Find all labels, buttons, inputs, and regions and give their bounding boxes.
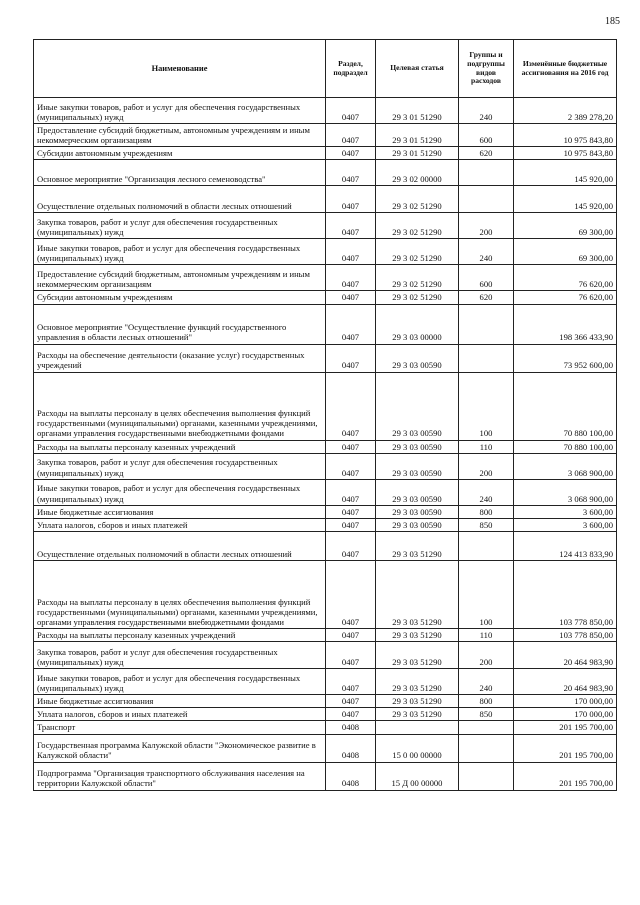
cell-target: 29 3 01 51290 (376, 98, 459, 124)
cell-group (459, 531, 514, 560)
budget-table (33, 39, 617, 791)
cell-amount: 103 778 850,00 (514, 560, 617, 628)
cell-target: 29 3 02 51290 (376, 291, 459, 304)
header-target: Целевая статья (376, 40, 459, 98)
cell-name: Предоставление субсидий бюджетным, автономным учреждениям и иным некоммерческим организациям (34, 124, 326, 147)
cell-group: 620 (459, 147, 514, 160)
cell-target: 29 3 02 51290 (376, 213, 459, 239)
cell-group (459, 304, 514, 344)
cell-group: 800 (459, 505, 514, 518)
header-section: Раздел, подраздел (326, 40, 376, 98)
cell-group: 850 (459, 518, 514, 531)
cell-target: 29 3 03 51290 (376, 628, 459, 641)
cell-target: 29 3 03 00590 (376, 440, 459, 453)
cell-section: 0407 (326, 695, 376, 708)
header-group: Группы и подгруппы видов расходов (459, 40, 514, 98)
cell-group: 100 (459, 560, 514, 628)
cell-amount: 76 620,00 (514, 265, 617, 291)
table-row (34, 721, 617, 734)
cell-name: Основное мероприятие "Организация лесного семеноводства" (34, 160, 326, 186)
cell-name: Расходы на выплаты персоналу казенных учреждений (34, 440, 326, 453)
cell-group: 600 (459, 124, 514, 147)
cell-target: 29 3 03 51290 (376, 708, 459, 721)
cell-name: Иные закупки товаров, работ и услуг для обеспечения государственных (муниципальных) нужд (34, 98, 326, 124)
cell-amount: 201 195 700,00 (514, 721, 617, 734)
cell-group: 200 (459, 642, 514, 669)
table-header-row (34, 40, 617, 98)
cell-target: 29 3 02 51290 (376, 265, 459, 291)
cell-name: Иные закупки товаров, работ и услуг для обеспечения государственных (муниципальных) нужд (34, 669, 326, 695)
cell-target: 29 3 03 51290 (376, 560, 459, 628)
header-name: Наименование (34, 40, 326, 98)
cell-target: 29 3 02 00000 (376, 160, 459, 186)
cell-target: 29 3 03 00000 (376, 304, 459, 344)
cell-amount: 170 000,00 (514, 695, 617, 708)
cell-section: 0407 (326, 147, 376, 160)
cell-amount: 201 195 700,00 (514, 734, 617, 762)
table-row (34, 628, 617, 641)
cell-section: 0407 (326, 505, 376, 518)
cell-target: 29 3 02 51290 (376, 239, 459, 265)
cell-section: 0407 (326, 453, 376, 479)
cell-section: 0407 (326, 98, 376, 124)
cell-amount: 3 600,00 (514, 518, 617, 531)
cell-amount: 103 778 850,00 (514, 628, 617, 641)
cell-group: 200 (459, 453, 514, 479)
cell-name: Расходы на выплаты персоналу в целях обеспечения выполнения функций государственными (муниципальными) органами, казенными учреждениями, органами управления государственными внебюджетными фондами (34, 372, 326, 440)
cell-amount: 73 952 600,00 (514, 344, 617, 372)
cell-section: 0407 (326, 440, 376, 453)
cell-group (459, 762, 514, 790)
cell-target: 29 3 02 51290 (376, 186, 459, 213)
cell-amount: 3 068 900,00 (514, 479, 617, 505)
cell-target: 29 3 01 51290 (376, 124, 459, 147)
cell-group (459, 186, 514, 213)
cell-section: 0407 (326, 213, 376, 239)
cell-name: Уплата налогов, сборов и иных платежей (34, 708, 326, 721)
cell-section: 0408 (326, 721, 376, 734)
cell-amount: 198 366 433,90 (514, 304, 617, 344)
cell-section: 0407 (326, 531, 376, 560)
cell-section: 0407 (326, 628, 376, 641)
cell-group: 200 (459, 213, 514, 239)
cell-section: 0407 (326, 479, 376, 505)
cell-amount: 10 975 843,80 (514, 147, 617, 160)
cell-name: Закупка товаров, работ и услуг для обеспечения государственных (муниципальных) нужд (34, 642, 326, 669)
cell-section: 0407 (326, 186, 376, 213)
cell-name: Закупка товаров, работ и услуг для обеспечения государственных (муниципальных) нужд (34, 213, 326, 239)
cell-amount: 124 413 833,90 (514, 531, 617, 560)
cell-amount: 69 300,00 (514, 213, 617, 239)
cell-name: Расходы на выплаты персоналу казенных учреждений (34, 628, 326, 641)
cell-group: 110 (459, 628, 514, 641)
cell-section: 0407 (326, 669, 376, 695)
table-row (34, 372, 617, 440)
table-row (34, 479, 617, 505)
cell-amount: 70 880 100,00 (514, 372, 617, 440)
cell-section: 0408 (326, 734, 376, 762)
cell-section: 0407 (326, 160, 376, 186)
cell-name: Основное мероприятие "Осуществление функций государственного управления в области лесных отношений" (34, 304, 326, 344)
cell-amount: 3 600,00 (514, 505, 617, 518)
cell-amount: 10 975 843,80 (514, 124, 617, 147)
table-body (34, 98, 617, 791)
cell-target: 29 3 03 00590 (376, 453, 459, 479)
cell-name: Подпрограмма "Организация транспортного обслуживания населения на территории Калужской области" (34, 762, 326, 790)
cell-name: Иные закупки товаров, работ и услуг для обеспечения государственных (муниципальных) нужд (34, 479, 326, 505)
table-row (34, 344, 617, 372)
cell-section: 0407 (326, 239, 376, 265)
cell-name: Иные закупки товаров, работ и услуг для обеспечения государственных (муниципальных) нужд (34, 239, 326, 265)
cell-name: Иные бюджетные ассигнования (34, 505, 326, 518)
cell-group: 240 (459, 98, 514, 124)
cell-section: 0407 (326, 304, 376, 344)
table-row (34, 291, 617, 304)
cell-group: 110 (459, 440, 514, 453)
table-row (34, 734, 617, 762)
table-row (34, 505, 617, 518)
cell-target: 15 0 00 00000 (376, 734, 459, 762)
header-amount: Изменённые бюджетные ассигнования на 2016 год (514, 40, 617, 98)
table-row (34, 265, 617, 291)
cell-name: Осуществление отдельных полномочий в области лесных отношений (34, 186, 326, 213)
cell-target: 29 3 03 00590 (376, 518, 459, 531)
cell-target: 29 3 01 51290 (376, 147, 459, 160)
cell-section: 0408 (326, 762, 376, 790)
table-row (34, 304, 617, 344)
cell-amount: 76 620,00 (514, 291, 617, 304)
table-row (34, 518, 617, 531)
cell-section: 0407 (326, 372, 376, 440)
cell-amount: 145 920,00 (514, 160, 617, 186)
cell-group (459, 721, 514, 734)
cell-amount: 170 000,00 (514, 708, 617, 721)
cell-target: 29 3 03 51290 (376, 669, 459, 695)
cell-group: 800 (459, 695, 514, 708)
cell-target: 29 3 03 00590 (376, 344, 459, 372)
cell-target: 29 3 03 51290 (376, 695, 459, 708)
table-row (34, 669, 617, 695)
cell-name: Предоставление субсидий бюджетным, автономным учреждениям и иным некоммерческим организациям (34, 265, 326, 291)
cell-amount: 70 880 100,00 (514, 440, 617, 453)
table-row (34, 762, 617, 790)
table-row (34, 453, 617, 479)
cell-section: 0407 (326, 265, 376, 291)
cell-name: Субсидии автономным учреждениям (34, 147, 326, 160)
cell-target: 29 3 03 00590 (376, 505, 459, 518)
cell-name: Закупка товаров, работ и услуг для обеспечения государственных (муниципальных) нужд (34, 453, 326, 479)
page-number: 185 (605, 16, 620, 27)
cell-target (376, 721, 459, 734)
cell-group (459, 734, 514, 762)
table-row (34, 239, 617, 265)
table-row (34, 213, 617, 239)
cell-amount: 69 300,00 (514, 239, 617, 265)
cell-target: 29 3 03 00590 (376, 372, 459, 440)
cell-section: 0407 (326, 560, 376, 628)
cell-section: 0407 (326, 344, 376, 372)
cell-group: 100 (459, 372, 514, 440)
cell-section: 0407 (326, 708, 376, 721)
cell-section: 0407 (326, 124, 376, 147)
cell-target: 29 3 03 00590 (376, 479, 459, 505)
cell-target: 29 3 03 51290 (376, 642, 459, 669)
cell-name: Иные бюджетные ассигнования (34, 695, 326, 708)
cell-amount: 145 920,00 (514, 186, 617, 213)
cell-name: Транспорт (34, 721, 326, 734)
table-row (34, 708, 617, 721)
cell-section: 0407 (326, 518, 376, 531)
cell-amount: 3 068 900,00 (514, 453, 617, 479)
cell-name: Субсидии автономным учреждениям (34, 291, 326, 304)
cell-name: Расходы на обеспечение деятельности (оказание услуг) государственных учреждений (34, 344, 326, 372)
cell-amount: 201 195 700,00 (514, 762, 617, 790)
table-row (34, 160, 617, 186)
cell-group (459, 160, 514, 186)
table-row (34, 147, 617, 160)
cell-name: Государственная программа Калужской области "Экономическое развитие в Калужской области" (34, 734, 326, 762)
table-row (34, 531, 617, 560)
cell-name: Осуществление отдельных полномочий в области лесных отношений (34, 531, 326, 560)
cell-amount: 20 464 983,90 (514, 669, 617, 695)
cell-target: 29 3 03 51290 (376, 531, 459, 560)
cell-section: 0407 (326, 291, 376, 304)
cell-target: 15 Д 00 00000 (376, 762, 459, 790)
cell-name: Уплата налогов, сборов и иных платежей (34, 518, 326, 531)
cell-section: 0407 (326, 642, 376, 669)
cell-group: 850 (459, 708, 514, 721)
table-row (34, 124, 617, 147)
cell-name: Расходы на выплаты персоналу в целях обеспечения выполнения функций государственными (муниципальными) органами, казенными учреждениями, органами управления государственными внебюджетными фондами (34, 560, 326, 628)
cell-group: 620 (459, 291, 514, 304)
table-row (34, 98, 617, 124)
cell-group: 240 (459, 239, 514, 265)
table-row (34, 440, 617, 453)
table-row (34, 186, 617, 213)
cell-group: 600 (459, 265, 514, 291)
cell-group (459, 344, 514, 372)
table-row (34, 560, 617, 628)
cell-amount: 20 464 983,90 (514, 642, 617, 669)
cell-amount: 2 389 278,20 (514, 98, 617, 124)
cell-group: 240 (459, 479, 514, 505)
cell-group: 240 (459, 669, 514, 695)
table-row (34, 642, 617, 669)
table-row (34, 695, 617, 708)
